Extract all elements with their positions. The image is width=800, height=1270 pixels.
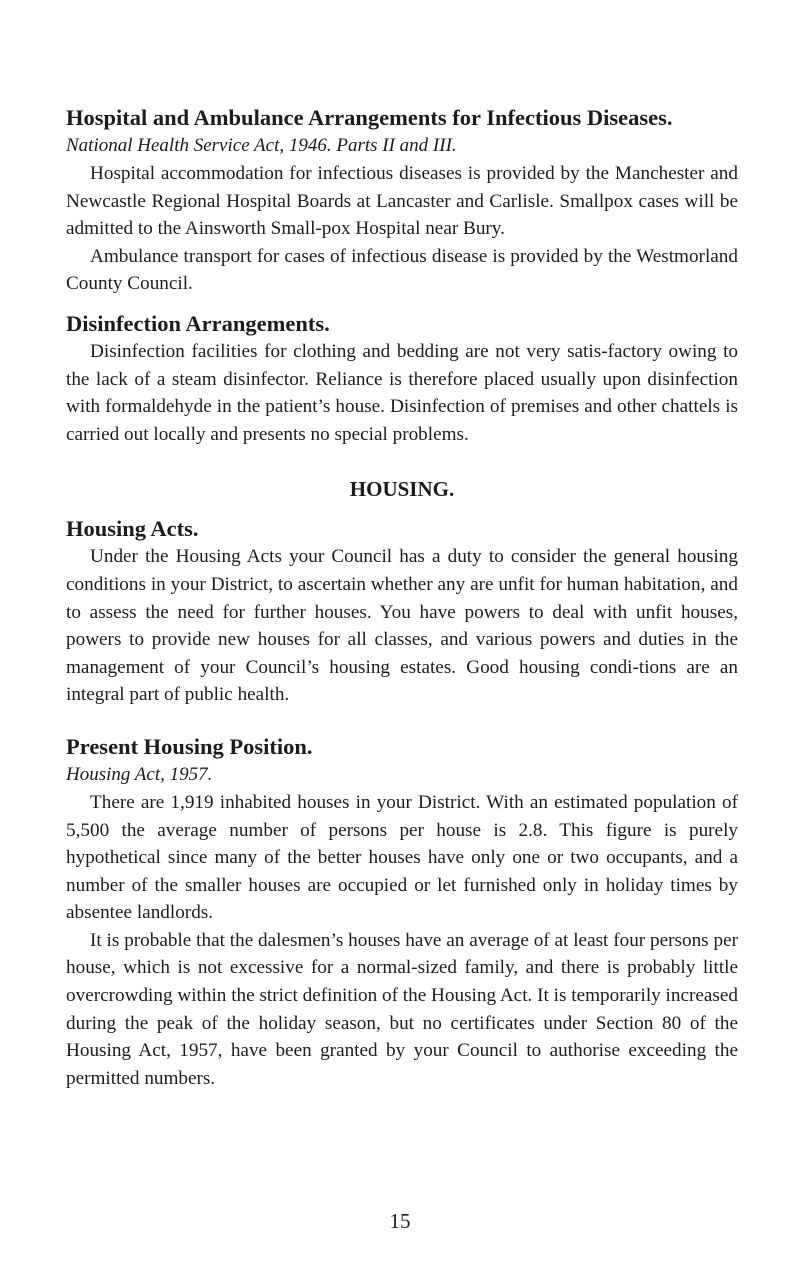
page-number: 15 (389, 1209, 411, 1233)
present-housing-heading: Present Housing Position. (66, 733, 313, 759)
disinfection-paragraph: Disinfection facilities for clothing and bedding are not very satis-factory owing to the lack of a steam disinfector. Reliance is therefore placed usually upon disinfection with formaldehyde in the patient’s house. Disinfection of premises and other chattels is carried out locally and presents no special problems. (66, 340, 738, 445)
hospital-paragraph-1: Hospital accommodation for infectious diseases is provided by the Manchester and Newcastle Regional Hospital Boards at Lancaster and Carlisle. Smallpox cases will be admitted to the Ainsworth Small-pox Hospital near Bury. (66, 163, 738, 240)
present-housing-paragraph-2: It is probable that the dalesmen’s houses have an average of at least four persons per house, which is not excessive for a normal-sized family, and there is probably little overcrowding within the strict definition of the Housing Act. It is temporarily increased during the peak of the holiday season, but no certificates under Section 80 of the Housing Act, 1957, have been granted by your Council to authorise exceeding the permitted numbers. (66, 929, 738, 1089)
housing-acts-heading: Housing Acts. (66, 516, 199, 542)
hospital-heading: Hospital and Ambulance Arrangements for Infectious Diseases. (66, 105, 673, 130)
document-page (66, 104, 738, 1092)
housing-acts-paragraph: Under the Housing Acts your Council has a duty to consider the general housing conditions in your District, to ascertain whether any are unfit for human habitation, and to assess the need for further houses. You have powers to deal with unfit houses, powers to provide new houses for all classes, and various powers and duties in the management of your Council’s housing estates. Good housing condi-tions are an integral part of public health. (66, 546, 738, 706)
present-housing-subtitle: Housing Act, 1957. (66, 763, 213, 785)
hospital-paragraph-2: Ambulance transport for cases of infectious disease is provided by the Westmorland County Council. (66, 245, 738, 295)
present-housing-paragraph-1: There are 1,919 inhabited houses in your District. With an estimated population of 5,500 the average number of persons per house is 2.8. This figure is purely hypothetical since many of the better houses have only one or two occupants, and a number of the smaller houses are occupied or let furnished only in holiday times by absentee landlords. (66, 791, 738, 924)
disinfection-heading: Disinfection Arrangements. (66, 310, 330, 336)
housing-title: HOUSING. (349, 477, 455, 502)
hospital-act-subtitle: National Health Service Act, 1946. Parts II and III. (66, 135, 457, 156)
